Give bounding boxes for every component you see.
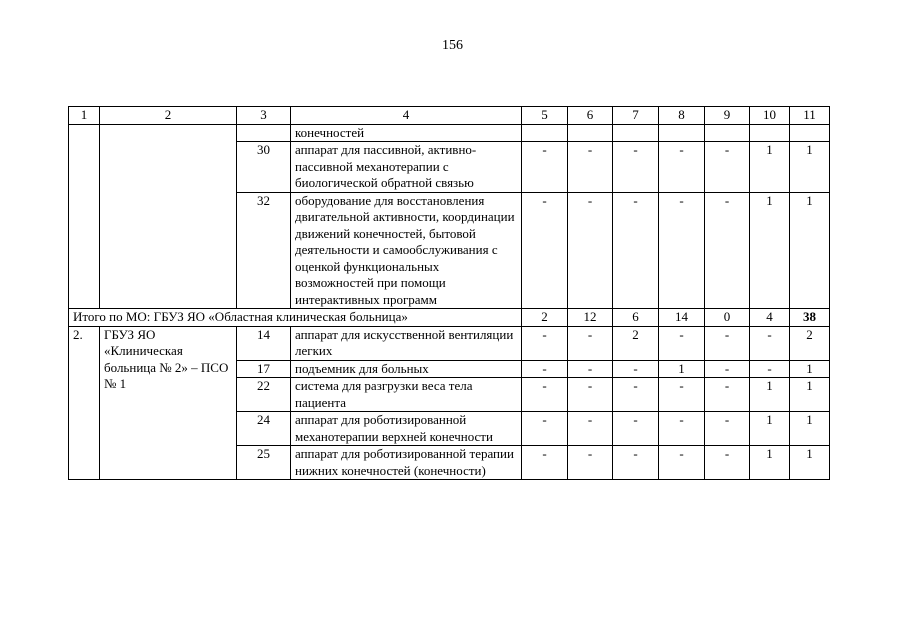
header-cell: 4 <box>291 107 522 125</box>
equipment-name: конечностей <box>291 124 522 142</box>
table-row <box>69 124 830 142</box>
value-cell: - <box>522 446 568 480</box>
header-cell: 9 <box>705 107 750 125</box>
equipment-number <box>237 124 291 142</box>
value-cell: - <box>522 142 568 193</box>
value-cell: 1 <box>659 360 705 378</box>
total-row <box>69 309 830 327</box>
value-cell <box>790 124 830 142</box>
value-cell <box>659 124 705 142</box>
equipment-name: аппарат для роботизированной механотерапии верхней конечности <box>291 412 522 446</box>
value-cell: - <box>659 378 705 412</box>
total-value: 4 <box>750 309 790 327</box>
value-cell: - <box>613 446 659 480</box>
value-cell: 1 <box>750 412 790 446</box>
organization-cell <box>100 124 237 309</box>
value-cell: - <box>613 142 659 193</box>
equipment-number: 30 <box>237 142 291 193</box>
value-cell: - <box>659 192 705 309</box>
value-cell: 1 <box>790 192 830 309</box>
value-cell: 1 <box>790 412 830 446</box>
value-cell: - <box>750 360 790 378</box>
header-cell: 3 <box>237 107 291 125</box>
value-cell: 1 <box>750 142 790 193</box>
value-cell: - <box>568 446 613 480</box>
header-cell: 10 <box>750 107 790 125</box>
value-cell: - <box>613 192 659 309</box>
total-label: Итого по МО: ГБУЗ ЯО «Областная клиническая больница» <box>69 309 522 327</box>
value-cell <box>522 124 568 142</box>
index-cell <box>69 124 100 309</box>
value-cell: - <box>705 360 750 378</box>
total-value: 6 <box>613 309 659 327</box>
value-cell: - <box>659 446 705 480</box>
value-cell: - <box>705 192 750 309</box>
equipment-number: 22 <box>237 378 291 412</box>
value-cell: - <box>750 326 790 360</box>
value-cell: - <box>705 446 750 480</box>
value-cell: - <box>522 192 568 309</box>
equipment-table <box>68 106 830 480</box>
value-cell: 1 <box>790 142 830 193</box>
value-cell: - <box>568 192 613 309</box>
value-cell: - <box>568 142 613 193</box>
value-cell: - <box>659 142 705 193</box>
header-cell: 7 <box>613 107 659 125</box>
value-cell: 1 <box>790 360 830 378</box>
value-cell: - <box>659 412 705 446</box>
value-cell <box>750 124 790 142</box>
value-cell: 1 <box>750 378 790 412</box>
value-cell: 2 <box>790 326 830 360</box>
value-cell: - <box>522 378 568 412</box>
total-value: 12 <box>568 309 613 327</box>
header-cell: 2 <box>100 107 237 125</box>
page-number: 156 <box>442 38 463 53</box>
header-row <box>69 107 830 125</box>
equipment-name: система для разгрузки веса тела пациента <box>291 378 522 412</box>
header-cell: 11 <box>790 107 830 125</box>
value-cell: - <box>568 326 613 360</box>
value-cell: - <box>613 378 659 412</box>
value-cell: - <box>613 360 659 378</box>
equipment-number: 24 <box>237 412 291 446</box>
value-cell <box>705 124 750 142</box>
header-cell: 8 <box>659 107 705 125</box>
table-row <box>69 326 830 360</box>
equipment-name: аппарат для пассивной, активно-пассивной механотерапии с биологической обратной связью <box>291 142 522 193</box>
index-cell: 2. <box>69 326 100 480</box>
header-cell: 1 <box>69 107 100 125</box>
equipment-name: аппарат для искусственной вентиляции легких <box>291 326 522 360</box>
value-cell: - <box>522 412 568 446</box>
value-cell: - <box>613 412 659 446</box>
equipment-name: подъемник для больных <box>291 360 522 378</box>
value-cell <box>613 124 659 142</box>
equipment-name: аппарат для роботизированной терапии нижних конечностей (конечности) <box>291 446 522 480</box>
value-cell: - <box>568 378 613 412</box>
organization-cell: ГБУЗ ЯО «Клиническая больница № 2» – ПСО № 1 <box>100 326 237 480</box>
total-value: 2 <box>522 309 568 327</box>
equipment-number: 32 <box>237 192 291 309</box>
value-cell: - <box>568 412 613 446</box>
value-cell: - <box>705 142 750 193</box>
value-cell: - <box>659 326 705 360</box>
value-cell: - <box>705 378 750 412</box>
equipment-number: 14 <box>237 326 291 360</box>
equipment-number: 25 <box>237 446 291 480</box>
value-cell: - <box>705 412 750 446</box>
equipment-name: оборудование для восстановления двигательной активности, координации движений конечностей, бытовой деятельности и самообслуживания с оценкой функциональных возможностей при помощи интерактивных программ <box>291 192 522 309</box>
value-cell: - <box>522 326 568 360</box>
value-cell: - <box>705 326 750 360</box>
total-value: 0 <box>705 309 750 327</box>
value-cell: 1 <box>790 446 830 480</box>
equipment-number: 17 <box>237 360 291 378</box>
grand-total-value: 38 <box>790 309 830 327</box>
value-cell: 2 <box>613 326 659 360</box>
header-cell: 5 <box>522 107 568 125</box>
value-cell: 1 <box>750 192 790 309</box>
value-cell <box>568 124 613 142</box>
value-cell: 1 <box>750 446 790 480</box>
total-value: 14 <box>659 309 705 327</box>
value-cell: 1 <box>790 378 830 412</box>
value-cell: - <box>522 360 568 378</box>
value-cell: - <box>568 360 613 378</box>
header-cell: 6 <box>568 107 613 125</box>
